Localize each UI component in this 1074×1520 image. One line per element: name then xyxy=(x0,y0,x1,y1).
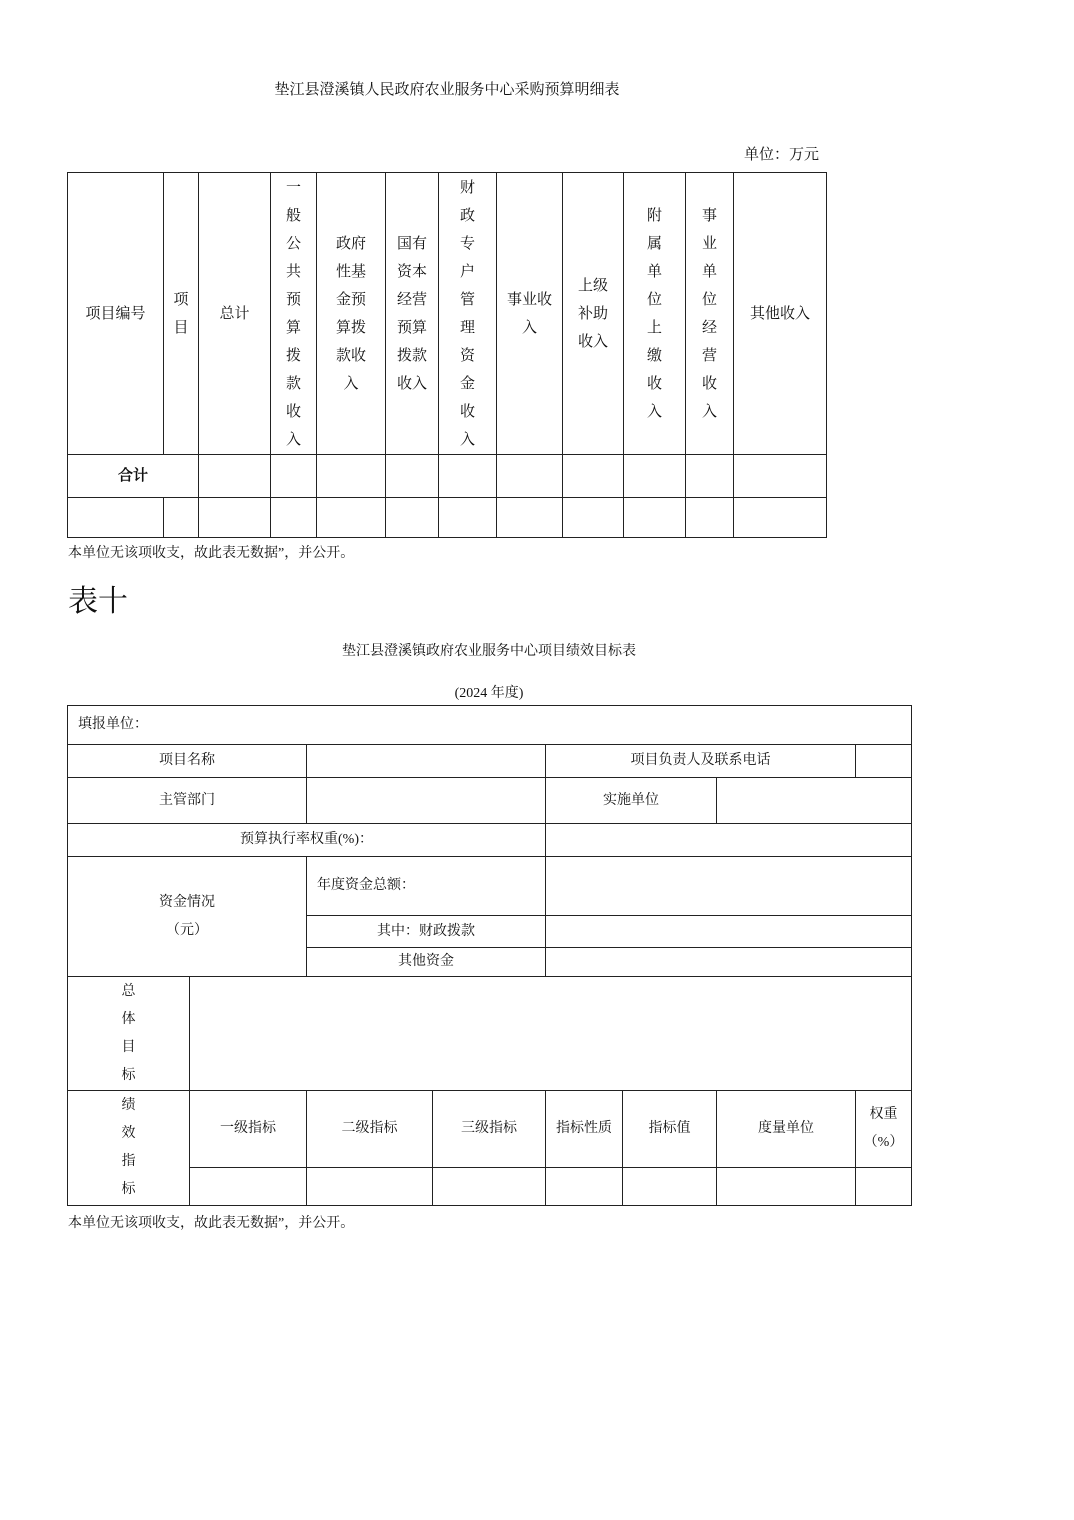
header-business-income: 事业收入 xyxy=(497,173,563,455)
dept-label: 主管部门 xyxy=(68,778,307,824)
annual-total-value xyxy=(546,857,912,916)
overall-goal-label: 总体目标 xyxy=(68,977,190,1091)
budget-weight-label: 预算执行率权重(%)： xyxy=(68,824,546,857)
ind2-header: 二级指标 xyxy=(307,1091,433,1168)
annual-total-label: 年度资金总额： xyxy=(307,857,546,916)
project-name-value xyxy=(307,745,546,778)
header-affiliated-unit-income: 附属单位上缴收入 xyxy=(624,173,686,455)
weight-text: 权重 xyxy=(869,1107,898,1122)
project-name-label: 项目名称 xyxy=(68,745,307,778)
weight-unit: （%） xyxy=(863,1135,904,1150)
header-fiscal-account-funds: 财政专户管理资金收入 xyxy=(439,173,497,455)
weight-header xyxy=(856,1091,912,1168)
fill-unit-label: 填报单位： xyxy=(68,706,912,745)
table1-unit: 单位：万元 xyxy=(744,146,820,163)
funds-text: 资金情况 xyxy=(159,894,215,910)
header-superior-subsidy: 上级补助收入 xyxy=(563,173,624,455)
dept-value xyxy=(307,778,546,824)
total-label: 合计 xyxy=(68,455,199,498)
overall-goal-value xyxy=(190,977,912,1091)
header-business-operation-income: 事业单位经营收入 xyxy=(686,173,734,455)
header-project-code: 项目编号 xyxy=(68,173,164,455)
ind-value-header: 指标值 xyxy=(623,1091,717,1168)
header-total: 总计 xyxy=(199,173,271,455)
project-contact-value xyxy=(856,745,912,778)
header-other-income: 其他收入 xyxy=(734,173,827,455)
table2-note: 本单位无该项收支，故此表无数据”，并公开。 xyxy=(68,1216,355,1231)
perf-indicator-label: 绩效指标 xyxy=(68,1091,190,1206)
table2-title: 垫江县澄溪镇政府农业服务中心项目绩效目标表 xyxy=(342,644,636,659)
header-general-budget: 一般公共预算拨款收入 xyxy=(271,173,317,455)
ind3-header: 三级指标 xyxy=(433,1091,546,1168)
impl-unit-label: 实施单位 xyxy=(546,778,717,824)
header-state-capital-budget: 国有资本经营预算拨款收入 xyxy=(386,173,439,455)
ind-nature-header: 指标性质 xyxy=(546,1091,623,1168)
other-funds-label: 其他资金 xyxy=(307,948,546,977)
header-gov-fund-budget: 政府性基金预算拨款收入 xyxy=(317,173,386,455)
table1-note: 本单位无该项收支，故此表无数据”，并公开。 xyxy=(68,546,355,561)
header-project: 项目 xyxy=(164,173,199,455)
section-label: 表十 xyxy=(68,585,128,618)
table1-title: 垫江县澄溪镇人民政府农业服务中心采购预算明细表 xyxy=(274,81,620,98)
performance-goal-table xyxy=(67,705,912,1206)
impl-unit-value xyxy=(717,778,912,824)
project-contact-label: 项目负责人及联系电话 xyxy=(546,745,856,778)
funds-unit: （元） xyxy=(166,922,208,938)
fiscal-value xyxy=(546,916,912,948)
other-funds-value xyxy=(546,948,912,977)
procurement-budget-table xyxy=(67,172,827,538)
measure-unit-header: 度量单位 xyxy=(717,1091,856,1168)
fiscal-label: 其中：财政拨款 xyxy=(307,916,546,948)
budget-weight-value xyxy=(546,824,912,857)
funds-label xyxy=(68,857,307,977)
ind1-header: 一级指标 xyxy=(190,1091,307,1168)
table2-year: (2024 年度) xyxy=(454,686,524,701)
